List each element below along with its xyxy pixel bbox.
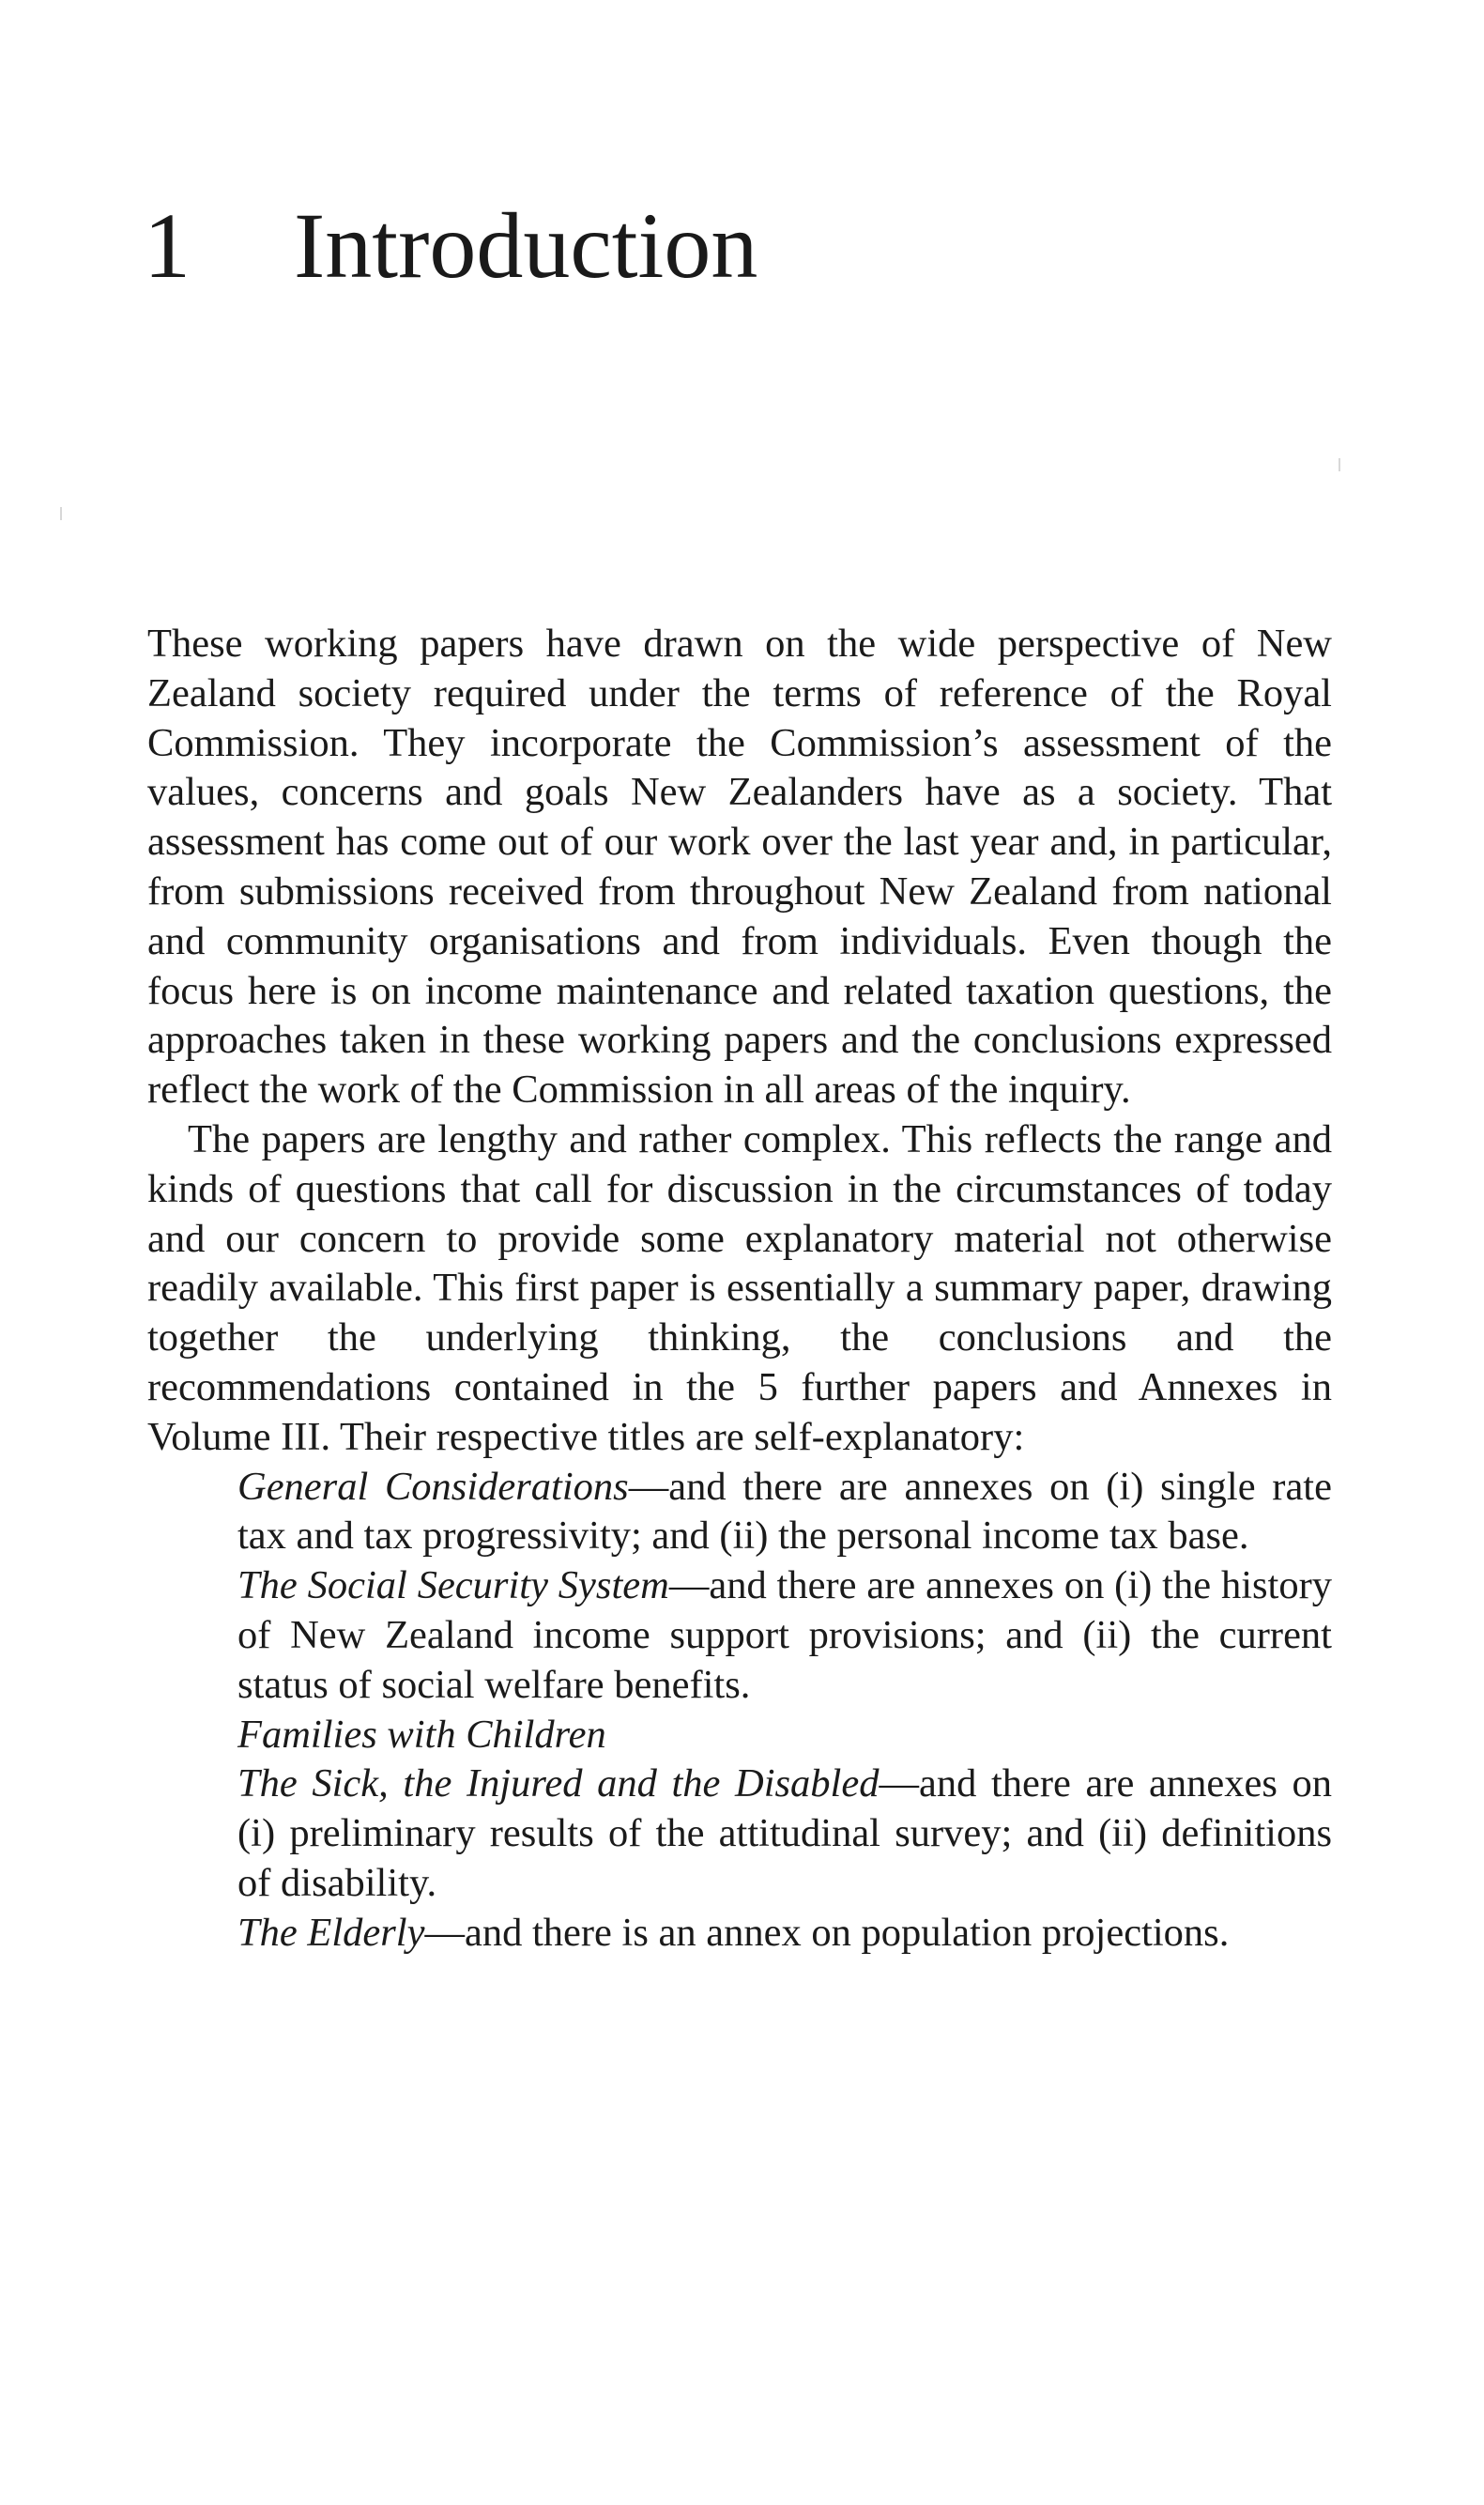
- list-item: [147, 1463, 1332, 1562]
- chapter-title: Introduction: [294, 193, 758, 298]
- list-item: [147, 1760, 1332, 1908]
- volume-papers-list: [147, 1463, 1332, 1959]
- paper-title: The Sick, the Injured and the Disabled: [237, 1761, 880, 1806]
- list-item: [147, 1909, 1332, 1959]
- paper-description: —and there are annexes on (i) single rate tax and tax progressivity; and (ii) the personal income tax base.: [237, 1464, 1332, 1559]
- list-item: [147, 1561, 1332, 1710]
- paper-title: The Elderly: [237, 1910, 425, 1955]
- paper-title: General Considerations: [237, 1464, 629, 1509]
- paragraph: These working papers have drawn on the wide perspective of New Zealand society required under the terms of reference of the Royal Commission. They incorporate the Commission’s assessment of the values, concerns and goals New Zealanders have as a society. That assessment has come out of our work over the last year and, in particular, from submissions received from throughout New Zealand from national and community organisations and from individuals. Even though the focus here is on income maintenance and related taxation questions, the approaches taken in these working papers and the conclusions expressed reflect the work of the Commission in all areas of the inquiry.: [147, 622, 1332, 1113]
- paper-title: Families with Children: [237, 1712, 606, 1757]
- paper-description: —and there are annexes on (i) the history of New Zealand income support provisions; and (ii) the current status of social welfare benefits.: [237, 1563, 1332, 1707]
- body-text: [147, 620, 1332, 1959]
- scan-speck: [1339, 458, 1340, 471]
- paper-description: —and there is an annex on population projections.: [424, 1910, 1230, 1955]
- paragraph: The papers are lengthy and rather complex. This reflects the range and kinds of questions that call for discussion in the circumstances of today and our concern to provide some explanatory material not otherwise readily available. This first paper is essentially a summary paper, drawing together the underlying thinking, the conclusions and the recommendations contained in the 5 further papers and Annexes in Volume III. Their respective titles are self-explanatory:: [147, 1116, 1332, 1459]
- chapter-number: 1: [144, 193, 191, 298]
- list-item: [147, 1711, 1332, 1760]
- paper-title: The Social Security System: [237, 1563, 669, 1608]
- paper-description: —and there are annexes on (i) preliminary results of the attitudinal survey; and (ii) definitions of disability.: [237, 1761, 1333, 1905]
- chapter-heading: [144, 193, 758, 298]
- scan-speck: [60, 507, 62, 520]
